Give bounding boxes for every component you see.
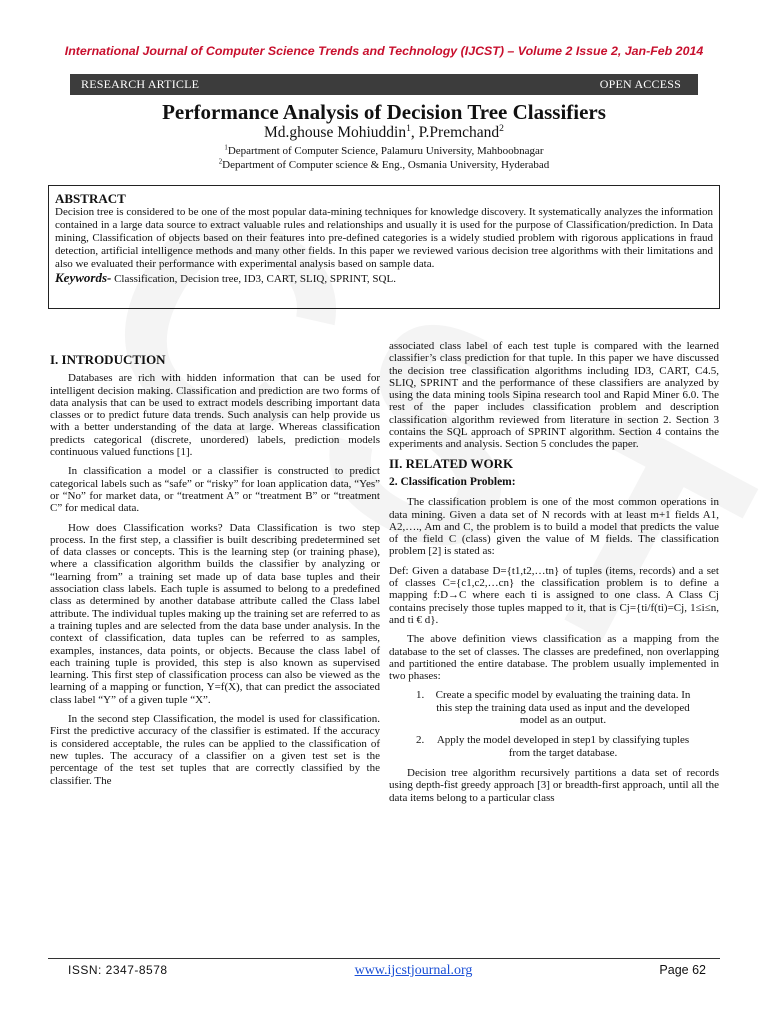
affiliation-2 (0, 159, 768, 171)
article-banner (70, 74, 698, 95)
related-paragraph-2: The above definition views classification as a mapping from the database to the set of classes. The classes are predefined, non overlapping and partitioned the entire database. The problem usually implemented in two phases: (389, 633, 719, 683)
author-1: Md.ghouse Mohiuddin (264, 124, 407, 141)
author-2-sup: 2 (499, 122, 504, 134)
right-column (389, 340, 719, 811)
page-footer (48, 963, 720, 979)
keywords-text: Classification, Decision tree, ID3, CART, SLIQ, SPRINT, SQL. (111, 273, 396, 286)
affiliation-2-text: Department of Computer science & Eng., Osmania University, Hyderabad (222, 159, 550, 171)
affiliation-1-text: Department of Computer Science, Palamuru University, Mahboobnagar (227, 145, 544, 157)
classification-problem-heading: 2. Classification Problem: (389, 475, 516, 488)
author-2: P.Premchand (418, 124, 500, 141)
affiliation-1-sup: 1 (224, 144, 228, 152)
abstract-text: Decision tree is considered to be one of the most popular data-mining techniques for knowledge discovery. It systematically analyzes the information contained in a large data source to extract valuable rules and relationships and usually it is used for the purpose of Classification/prediction. In Data mining, Classification of objects based on their features into pre-defined categories is a widely studied problem with rigorous applications in fraud detection, artificial intelligence methods and many other fields. In this paper we reviewed various decision tree algorithms with their limitations and also we evaluated their performance with experimental analysis based on sample data. (55, 206, 713, 271)
related-paragraph-1: The classification problem is one of the most common operations in data mining. Given a data set of N records with at least m+1 fields A1, A2,…., Am and C, the problem is to build a model that predicts the value of the field C (class) given the value of M fields. The classification problem [2] is stated as: (389, 496, 719, 558)
author-1-sup: 1 (406, 122, 411, 134)
journal-header: International Journal of Computer Science Trends and Technology (IJCST) – Volume 2 Issue 2, Jan-Feb 2014 (64, 44, 704, 58)
related-paragraph-3: Decision tree algorithm recursively partitions a data set of records using depth-fist greedy approach [3] or breadth-first approach, until all the data items belong to a particular class (389, 766, 719, 804)
footer-divider (48, 958, 720, 959)
definition-paragraph: Def: Given a database D={t1,t2,…tn} of tuples (items, records) and a set of classes C={c1,c2,…cn} the classification problem is to define a mapping f:D→C where each ti is assigned to one class. A Class Cj contains precisely those tuples mapped to it, that is Cj={ti/f(ti)=Cj, 1≤i≤n, and ti € d}. (389, 564, 719, 626)
authors (0, 124, 768, 142)
phase-list (389, 689, 719, 758)
abstract-heading: ABSTRACT (55, 191, 126, 206)
intro-paragraph-4: In the second step Classification, the model is used for classification. First the predictive accuracy of the classifier is estimated. If the accuracy is considered acceptable, the rules can be applied to the classification of new tuples. The accuracy of a classifier on a given test set is the percentage of the test set tuples that are correctly classified by the classifier. The (50, 713, 380, 787)
intro-paragraph-1: Databases are rich with hidden information that can be used for intelligent decision making. Classification and prediction are two forms of data analysis that can be used to extract models describing important data classes or to predict future data trends. Such analysis can help provide us with a better understanding of the data at large. Whereas classification predicts categorical (discrete, unordered) labels, prediction models continuous valued functions [1]. (50, 372, 380, 459)
list-item: 1. Create a specific model by evaluating the training data. In this step the training data used as input and the developed model as an output. (427, 689, 719, 726)
open-access-label: OPEN ACCESS (599, 77, 681, 91)
introduction-heading: I. INTRODUCTION (50, 352, 166, 367)
article-type-label: RESEARCH ARTICLE (81, 77, 200, 91)
related-work-heading: II. RELATED WORK (389, 455, 514, 471)
keywords-label: Keywords- (55, 270, 112, 286)
issn-label: ISSN: 2347-8578 (68, 963, 168, 977)
abstract-box (48, 185, 720, 309)
page-number: Page 62 (659, 963, 706, 977)
paper-title: Performance Analysis of Decision Tree Classifiers (162, 100, 606, 124)
author-separator: , (410, 124, 419, 141)
keywords-line (55, 271, 713, 286)
journal-url-link[interactable]: www.ijcstjournal.org (354, 963, 473, 978)
affiliation-2-sup: 2 (218, 158, 223, 166)
intro-continuation: associated class label of each test tuple is compared with the learned classifier’s class prediction for that tuple. In this paper we have discussed the decision tree classification algorithms including ID3, CART, C4.5, SLIQ, SPRINT and the performance of these classifiers are analyzed by using the data mining tools Sipina research tool and Rapid Miner 6.0. The rest of the paper includes classification problem and description classification algorithm reviewed from literature in section 2. Section 3 contains the SQL approach of SPRINT algorithm. Section 4 contains the experiments and analysis. Section 5 concludes the paper. (389, 340, 719, 451)
affiliation-1 (0, 145, 768, 157)
list-item: 2. Apply the model developed in step1 by classifying tuples from the target database. (427, 734, 719, 759)
intro-paragraph-2: In classification a model or a classifier is constructed to predict categorical labels such as “safe” or “risky” for loan application data, “Yes” or “No” for market data, or “treatment A” or “treatment B” or “treatment C” for medical data. (50, 465, 380, 515)
left-column (50, 354, 380, 794)
intro-paragraph-3: How does Classification works? Data Classification is two step process. In the first step, a classifier is built describing predetermined set of data classes or concepts. This is the learning step (or training phase), where a classification algorithm builds the classifier by analyzing or “learning from” a training set made up of data base tuples and their association class labels. Each tuple is assumed to belong to a predefined class as determined by another database attribute called the Class label attribute. The individual tuples making up the training set are referred to as a training tuples and are selected from the data base under analysis. In the context of classification, data tuples can be referred to as samples, examples, instances, data points, or objects. Because the class label of each training tuple is provided, this step is also known as supervised learning. This first step of classification process can also be viewed as the learning of a mapping or function, Y=f(X), that can predict the associated class label “Y” of a given tuple “X”. (50, 521, 380, 706)
